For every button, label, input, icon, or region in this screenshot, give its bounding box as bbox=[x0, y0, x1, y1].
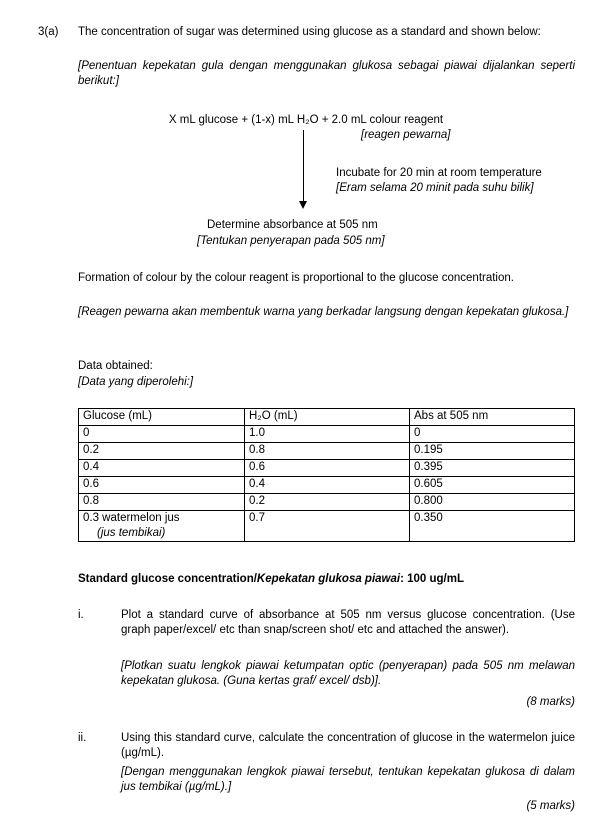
incubate-step-translation: [Eram selama 20 minit pada suhu bilik] bbox=[336, 182, 534, 194]
formation-statement: Formation of colour by the colour reagent is proportional to the glucose concentration. bbox=[78, 272, 514, 284]
cell-h2o: 0.2 bbox=[245, 494, 410, 511]
data-table bbox=[78, 408, 575, 542]
cell-absorbance: 0.800 bbox=[410, 494, 575, 511]
cell-glucose-watermelon bbox=[79, 511, 245, 542]
table-row bbox=[79, 494, 575, 511]
header-h2o: H₂O (mL) bbox=[245, 409, 410, 426]
flow-arrow-line bbox=[303, 130, 304, 203]
cell-glucose: 0.6 bbox=[79, 477, 245, 494]
question-intro: The concentration of sugar was determined using glucose as a standard and shown below: bbox=[78, 26, 541, 38]
determine-step: Determine absorbance at 505 nm bbox=[207, 219, 378, 231]
watermelon-label-translation: (jus tembikai) bbox=[97, 527, 166, 539]
part-i-translation: [Plotkan suatu lengkok piawai ketumpatan optic (penyerapan) pada 505 nm melawan kepekatan glukosa. (Guna kertas graf/ excel/ dsb)]. bbox=[121, 660, 575, 687]
cell-glucose: 0.2 bbox=[79, 443, 245, 460]
reaction-mixture: X mL glucose + (1-x) mL H₂O + 2.0 mL colour reagent bbox=[168, 114, 444, 126]
question-intro-translation: [Penentuan kepekatan gula dengan menggunakan glukosa sebagai piawai dijalankan seperti berikut:] bbox=[78, 60, 575, 87]
watermelon-label: 0.3 watermelon jus bbox=[83, 512, 180, 524]
table-row bbox=[79, 443, 575, 460]
reagent-translation: [reagen pewarna] bbox=[361, 129, 451, 141]
table-header-row bbox=[79, 409, 575, 426]
cell-h2o: 0.4 bbox=[245, 477, 410, 494]
part-ii-translation: [Dengan menggunakan lengkok piawai tersebut, tentukan kepekatan glukosa di dalam jus tembikai (µg/mL).] bbox=[121, 766, 575, 793]
data-obtained-label: Data obtained: bbox=[78, 360, 153, 372]
question-number: 3(a) bbox=[38, 26, 59, 38]
cell-absorbance: 0.395 bbox=[410, 460, 575, 477]
table-row bbox=[79, 460, 575, 477]
incubate-step: Incubate for 20 min at room temperature bbox=[336, 167, 542, 179]
cell-glucose: 0 bbox=[79, 426, 245, 443]
data-obtained-translation: [Data yang diperolehi:] bbox=[78, 376, 194, 388]
header-absorbance: Abs at 505 nm bbox=[410, 409, 575, 426]
part-i-marks: (8 marks) bbox=[526, 696, 575, 708]
formation-statement-translation: [Reagen pewarna akan membentuk warna yang berkadar langsung dengan kepekatan glukosa.] bbox=[78, 306, 569, 318]
table-row bbox=[79, 477, 575, 494]
cell-h2o: 0.6 bbox=[245, 460, 410, 477]
cell-h2o: 0.7 bbox=[245, 511, 410, 542]
cell-absorbance: 0.605 bbox=[410, 477, 575, 494]
standard-label-translation: Kepekatan glukosa piawai bbox=[256, 573, 401, 585]
part-i-number: i. bbox=[78, 609, 84, 621]
table-row-watermelon bbox=[79, 511, 575, 542]
cell-glucose: 0.8 bbox=[79, 494, 245, 511]
determine-step-translation: [Tentukan penyerapan pada 505 nm] bbox=[197, 235, 385, 247]
cell-absorbance: 0.195 bbox=[410, 443, 575, 460]
cell-glucose: 0.4 bbox=[79, 460, 245, 477]
cell-h2o: 0.8 bbox=[245, 443, 410, 460]
table-row bbox=[79, 426, 575, 443]
part-ii-marks: (5 marks) bbox=[526, 800, 575, 812]
part-ii-number: ii. bbox=[78, 732, 87, 744]
part-i-question: Plot a standard curve of absorbance at 505 nm versus glucose concentration. (Use graph paper/excel/ etc than snap/screen shot/ etc and attached the answer). bbox=[121, 609, 575, 636]
down-arrow-icon bbox=[299, 201, 307, 209]
standard-value: : 100 ug/mL bbox=[400, 573, 464, 585]
cell-absorbance: 0.350 bbox=[410, 511, 575, 542]
standard-label: Standard glucose concentration/ bbox=[78, 573, 257, 585]
cell-absorbance: 0 bbox=[410, 426, 575, 443]
cell-h2o: 1.0 bbox=[245, 426, 410, 443]
header-glucose: Glucose (mL) bbox=[79, 409, 245, 426]
part-ii-question: Using this standard curve, calculate the concentration of glucose in the watermelon juice (µg/mL). bbox=[121, 732, 575, 759]
standard-concentration bbox=[78, 572, 464, 587]
